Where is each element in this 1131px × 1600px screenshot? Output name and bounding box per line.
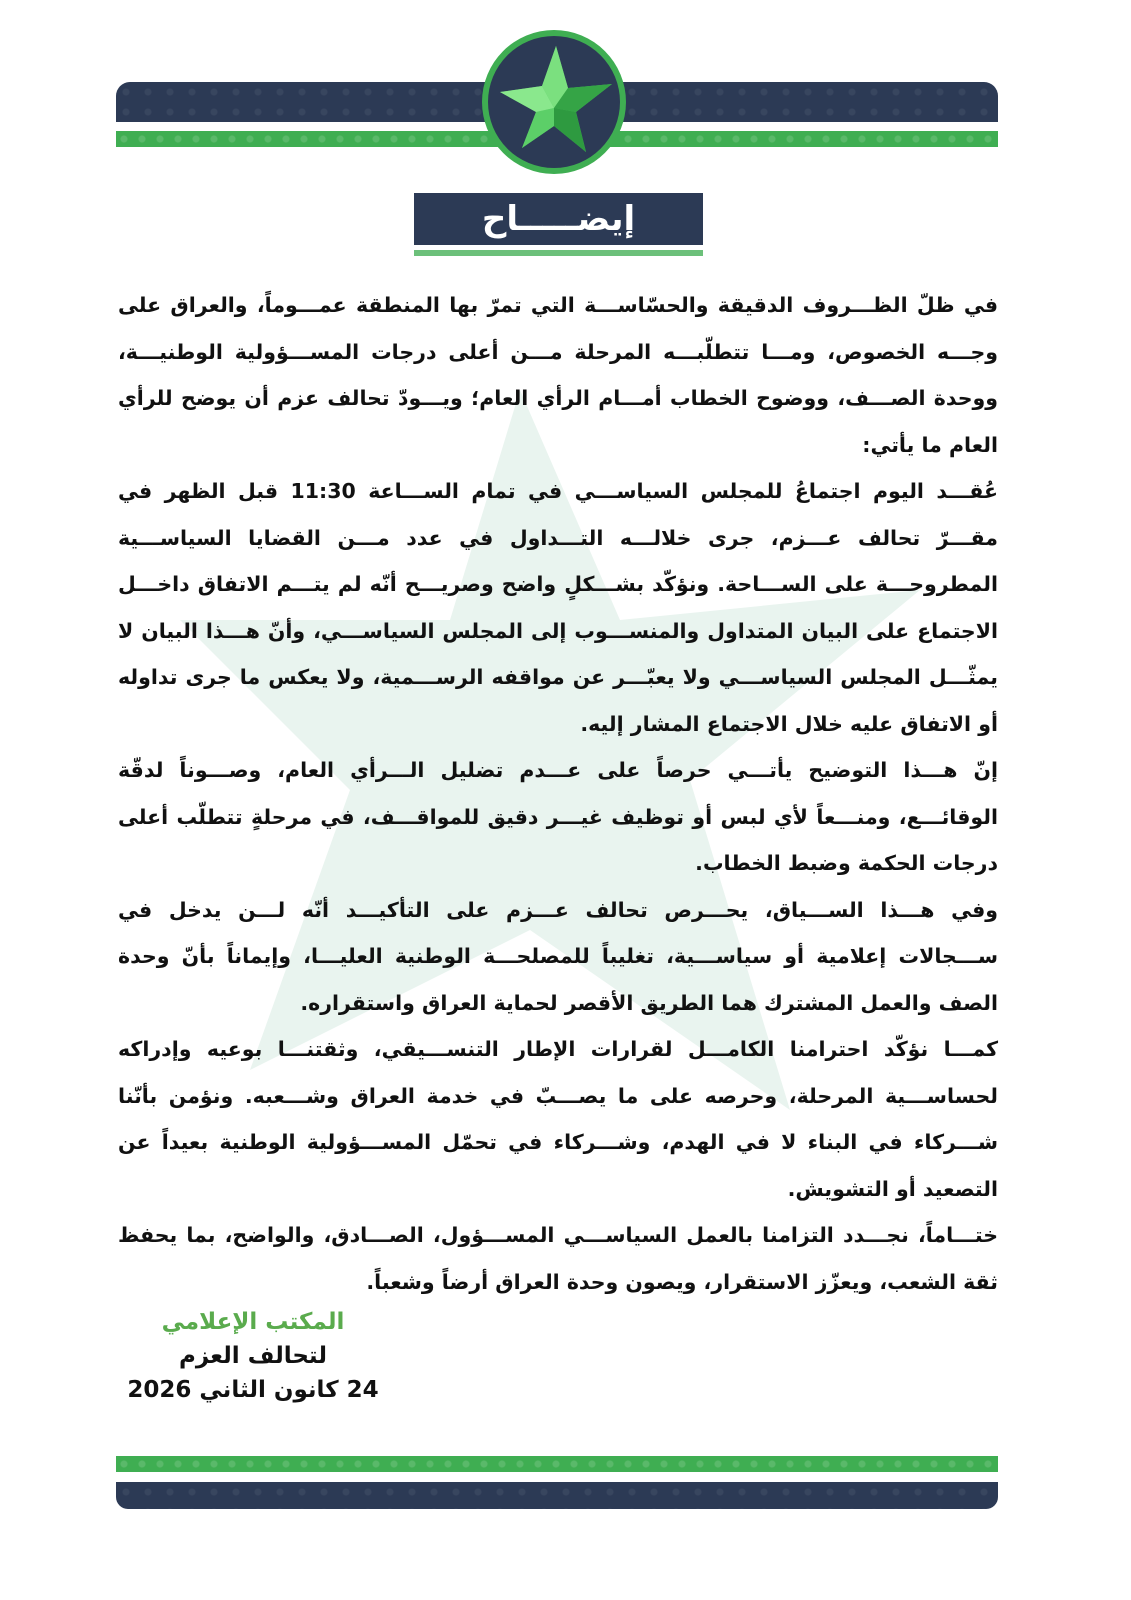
footer-green-stripe bbox=[116, 1456, 998, 1472]
paragraph-closing: ختـــاماً، نجـــدد التزامنا بالعمل السياســـي المســـؤول، الصـــادق، والواضح، بما يحفظ ثقة الشعب، ويعزّز الاستقرار، ويصون وحدة العراق أرضاً وشعباً. bbox=[118, 1223, 998, 1294]
star-emblem-icon bbox=[480, 28, 628, 176]
paragraph-intro: في ظلّ الظـــروف الدقيقة والحسّاســـة التي تمرّ بها المنطقة عمـــوماً، والعراق على وجـــه الخصوص، ومـــا تتطلّبـــه المرحلة مـــن أعلى درجات المســـؤولية الوطنيـــة، ووحدة الصـــف، ووضوح الخطاب أمـــام الرأي العام؛ ويـــودّ تحالف عزم أن يوضح للرأي العام ما يأتي: bbox=[118, 293, 998, 457]
paragraph-context: وفي هـــذا الســـياق، يحـــرص تحالف عـــزم على التأكيـــد أنّه لـــن يدخل في ســـجالات إعلامية أو سياســـية، تغليباً للمصلحـــة الوطنية العليـــا، وإيماناً بأنّ وحدة الصف والعمل المشترك هما الطريق الأقصر لحماية العراق واستقراره. bbox=[118, 897, 998, 1015]
page-title: إيضـــــاح bbox=[481, 199, 636, 239]
signature-alliance: لتحالف العزم bbox=[179, 1343, 327, 1369]
title-banner bbox=[414, 193, 703, 245]
signature-block bbox=[118, 1305, 388, 1407]
footer-navy-band bbox=[116, 1482, 998, 1509]
paragraph-respect: كمـــا نؤكّد احترامنا الكامـــل لقرارات الإطار التنســـيقي، وثقتنـــا بوعيه وإدراكه لحساســـية المرحلة، وحرصه على ما يصـــبّ في خدمة العراق وشـــعبه. ونؤمن بأنّنا شـــركاء في البناء لا في الهدم، وشـــركاء في تحمّل المســـؤولية الوطنية بعيداً عن التصعيد أو التشويش. bbox=[118, 1037, 998, 1201]
signature-office: المكتب الإعلامي bbox=[161, 1309, 345, 1335]
paragraph-meeting: عُقـــد اليوم اجتماعُ للمجلس السياســـي في تمام الســـاعة 11:30 قبل الظهر في مقـــرّ تحالف عـــزم، جرى خلالـــه التـــداول في عدد مـــن القضايا السياســـية المطروحـــة على الســـاحة. ونؤكّد بشـــكلٍ واضح وصريـــح أنّه لم يتـــم الاتفاق داخـــل الاجتماع على البيان المتداول والمنســـوب إلى المجلس السياســـي، وأنّ هـــذا البيان لا يمثّـــل المجلس السياســـي ولا يعبّـــر عن مواقفه الرســـمية، ولا يعكس ما جرى تداوله أو الاتفاق عليه خلال الاجتماع المشار إليه. bbox=[118, 479, 998, 736]
paragraph-clarification: إنّ هـــذا التوضيح يأتـــي حرصاً على عـــدم تضليل الـــرأي العام، وصـــوناً لدقّة الوقائـــع، ومنـــعاً لأي لبس أو توظيف غيـــر دقيق للمواقـــف، في مرحلةٍ تتطلّب أعلى درجات الحكمة وضبط الخطاب. bbox=[118, 758, 998, 875]
signature-date: 24 كانون الثاني 2026 bbox=[127, 1377, 379, 1403]
statement-body bbox=[118, 282, 998, 1305]
title-underline bbox=[414, 250, 703, 256]
